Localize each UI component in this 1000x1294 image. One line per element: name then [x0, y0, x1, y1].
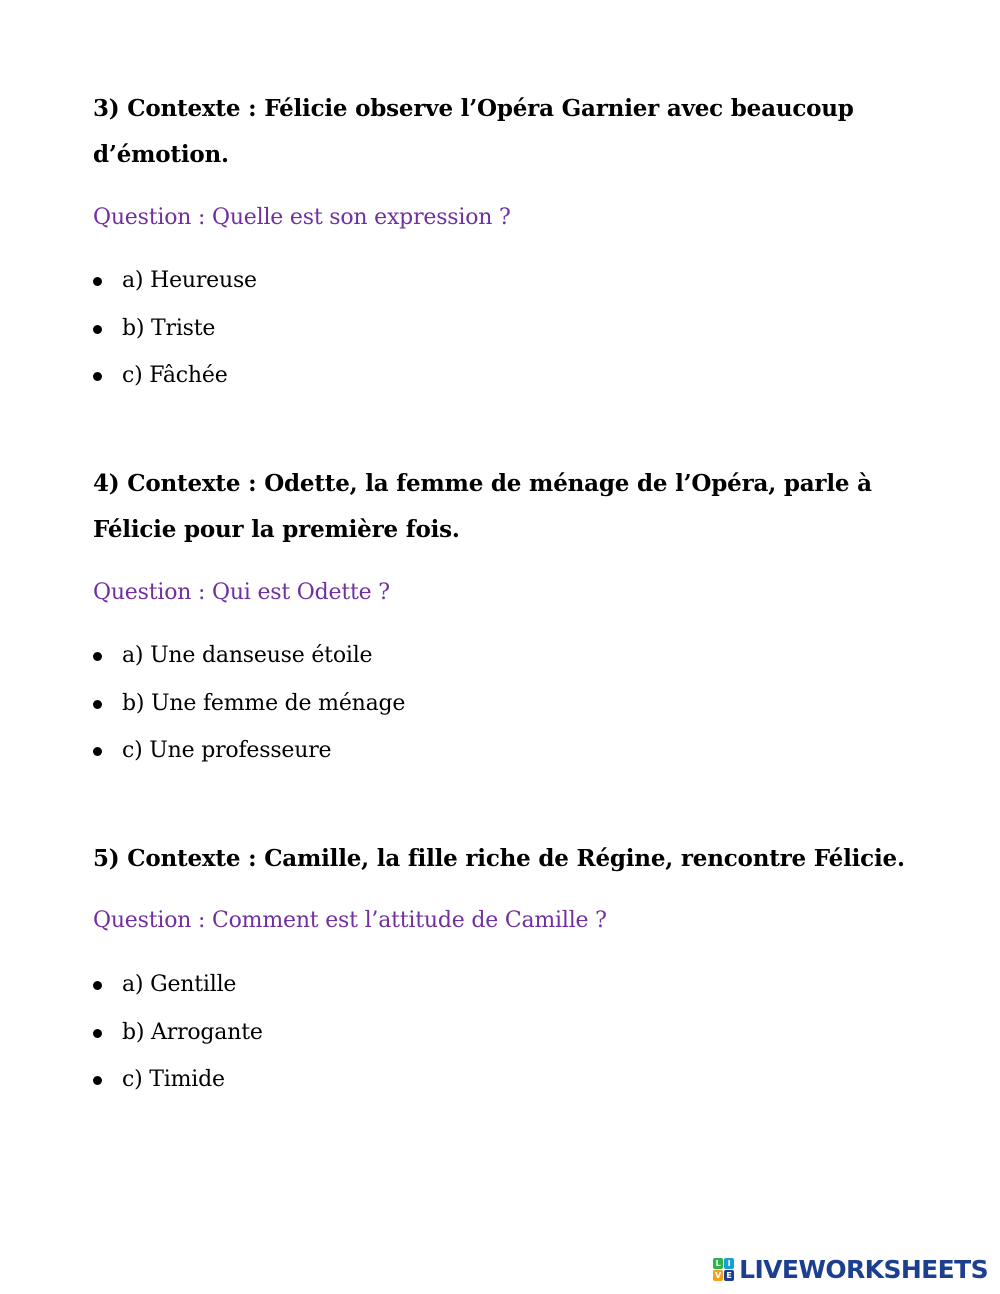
question-text: Question : Comment est l’attitude de Camille ?: [93, 908, 607, 933]
option-label: a) Une danseuse étoile: [122, 643, 373, 668]
logo-tile: V: [715, 1271, 722, 1280]
question-block-4: [93, 461, 923, 763]
bullet-icon: [93, 277, 102, 286]
option-item[interactable]: [93, 1065, 263, 1113]
logo-tile: L: [713, 1258, 723, 1269]
liveworksheets-brand[interactable]: [713, 1256, 988, 1284]
context-text: 5) Contexte : Camille, la fille riche de Régine, rencontre Félicie.: [93, 845, 905, 872]
option-label: c) Fâchée: [122, 363, 228, 388]
option-item[interactable]: [93, 266, 257, 314]
context-text: 3) Contexte : Félicie observe l’Opéra Garnier avec beaucoup d’émotion.: [93, 95, 854, 168]
option-item[interactable]: [93, 1018, 263, 1066]
bullet-icon: [93, 372, 102, 381]
brand-name: LIVEWORKSHEETS: [739, 1255, 988, 1284]
bullet-icon: [93, 1076, 102, 1085]
logo-tile: E: [724, 1270, 734, 1281]
option-item[interactable]: [93, 736, 405, 784]
logo-tile: I: [724, 1258, 734, 1269]
question-text: Question : Quelle est son expression ?: [93, 205, 511, 230]
question-block-5: [93, 836, 923, 1092]
options-list: [93, 641, 405, 784]
bullet-icon: [93, 652, 102, 661]
option-item[interactable]: [93, 314, 257, 362]
option-label: b) Arrogante: [122, 1019, 263, 1045]
option-label: a) Heureuse: [122, 268, 257, 293]
context-text: 4) Contexte : Odette, la femme de ménage de l’Opéra, parle à Félicie pour la première fois.: [93, 470, 872, 543]
option-item[interactable]: [93, 970, 263, 1018]
option-item[interactable]: [93, 689, 405, 737]
option-item[interactable]: [93, 641, 405, 689]
option-label: a) Gentille: [122, 972, 237, 997]
option-label: c) Une professeure: [122, 738, 332, 763]
bullet-icon: [93, 747, 102, 756]
question-block-3: [93, 86, 923, 388]
bullet-icon: [93, 325, 102, 334]
question-text: Question : Qui est Odette ?: [93, 580, 390, 605]
option-label: b) Une femme de ménage: [122, 690, 406, 716]
bullet-icon: [93, 1029, 102, 1038]
options-list: [93, 970, 263, 1113]
options-list: [93, 266, 257, 409]
bullet-icon: [93, 981, 102, 990]
option-item[interactable]: [93, 361, 257, 409]
bullet-icon: [93, 700, 102, 709]
liveworksheets-logo-icon: [713, 1258, 735, 1282]
option-label: b) Triste: [122, 315, 216, 341]
option-label: c) Timide: [122, 1067, 225, 1092]
